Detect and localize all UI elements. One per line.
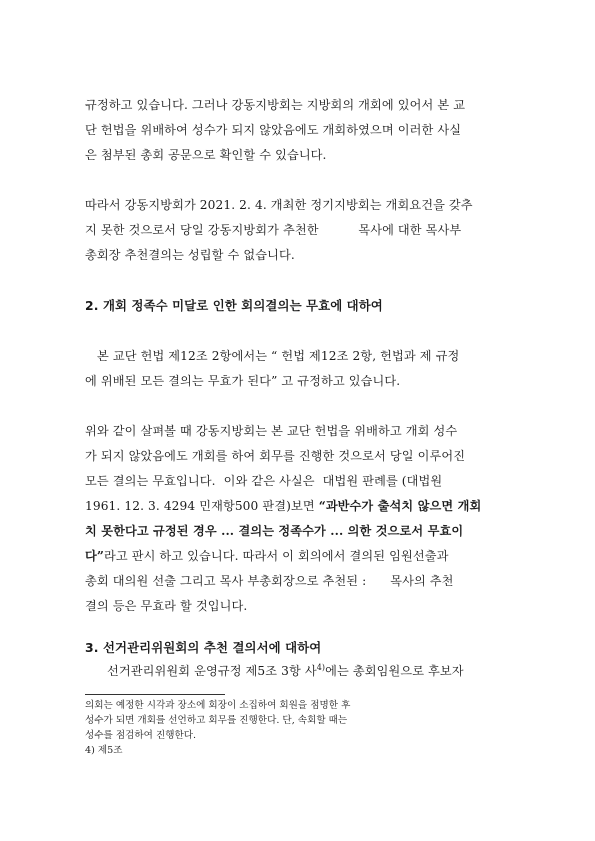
- body-text-line: 본 교단 헌법 제12조 2항에서는 “ 헌법 제12조 2항, 헌법과 제 규정: [97, 349, 460, 363]
- body-text-line: 모든 결의는 무효입니다. 이와 같은 사실은 대법원 판례를 (대법원: [85, 474, 443, 488]
- footnote-text: 4) 제5조: [85, 745, 123, 756]
- body-text-line: 규정하고 있습니다. 그러나 강동지방회는 지방회의 개회에 있어서 본 교: [85, 98, 466, 112]
- body-text-line: 결의 등은 무효라 할 것입니다.: [85, 599, 248, 613]
- body-text-line: 은 첨부된 총회 공문으로 확인할 수 있습니다.: [85, 148, 327, 162]
- body-text-line: 단 헌법을 위배하여 성수가 되지 않았음에도 개회하였으며 이러한 사실: [85, 123, 462, 137]
- body-text-plain: 선거관리위원회 운영규정 제5조 3항 사: [107, 664, 317, 678]
- body-text-line: 에 위배된 모든 결의는 무효가 된다” 고 규정하고 있습니다.: [85, 374, 401, 388]
- body-text-line: [107, 663, 464, 679]
- footnote-text: 성수를 점검하여 진행한다.: [85, 730, 197, 741]
- body-text-line: 총회 대의원 선출 그리고 목사 부총회장으로 추천된 : 목사의 추천: [85, 574, 454, 588]
- quoted-ruling-text: 다”: [85, 549, 104, 563]
- quoted-ruling-text: 치 못한다고 규정된 경우 ... 결의는 정족수가 ... 의한 것으로서 무효이: [85, 524, 464, 538]
- footnote-text: 성수가 되면 개회를 선언하고 회무를 진행한다. 단, 속회할 때는: [85, 715, 348, 726]
- body-text-line: 가 되지 않았음에도 개회를 하여 회무를 진행한 것으로서 당일 이루어진: [85, 449, 466, 463]
- body-text-line: 총회장 추천결의는 성립할 수 없습니다.: [85, 248, 295, 262]
- body-text-plain: 라고 판시 하고 있습니다. 따라서 이 회의에서 결의된 임원선출과: [103, 549, 449, 563]
- section-heading: 2. 개회 정족수 미달로 인한 회의결의는 무효에 대하여: [85, 298, 383, 313]
- footnote-marker: 4): [316, 662, 326, 672]
- body-text-line: 위와 같이 살펴볼 때 강동지방회는 본 교단 헌법을 위배하고 개회 성수: [85, 424, 458, 438]
- body-text-plain: 1961. 12. 3. 4294 민재항500 판결)보면: [85, 499, 319, 513]
- body-text-plain: 에는 총회임원으로 후보자: [325, 664, 464, 678]
- section-heading: 3. 선거관리위원회의 추천 결의서에 대하여: [85, 640, 322, 655]
- footnote-divider: [85, 694, 225, 695]
- body-text-line: [85, 498, 481, 514]
- body-text-line: 지 못한 것으로서 당일 강동지방회가 추천한 목사에 대한 목사부: [85, 223, 462, 237]
- quoted-ruling-text: “과반수가 출석치 않으면 개회: [318, 499, 482, 513]
- body-text-line: [85, 548, 448, 564]
- body-text-line: 따라서 강동지방회가 2021. 2. 4. 개최한 정기지방회는 개회요건을 갖추: [85, 198, 473, 212]
- footnote-text: 의회는 예정한 시각과 장소에 회장이 소집하여 회원을 점명한 후: [85, 700, 351, 711]
